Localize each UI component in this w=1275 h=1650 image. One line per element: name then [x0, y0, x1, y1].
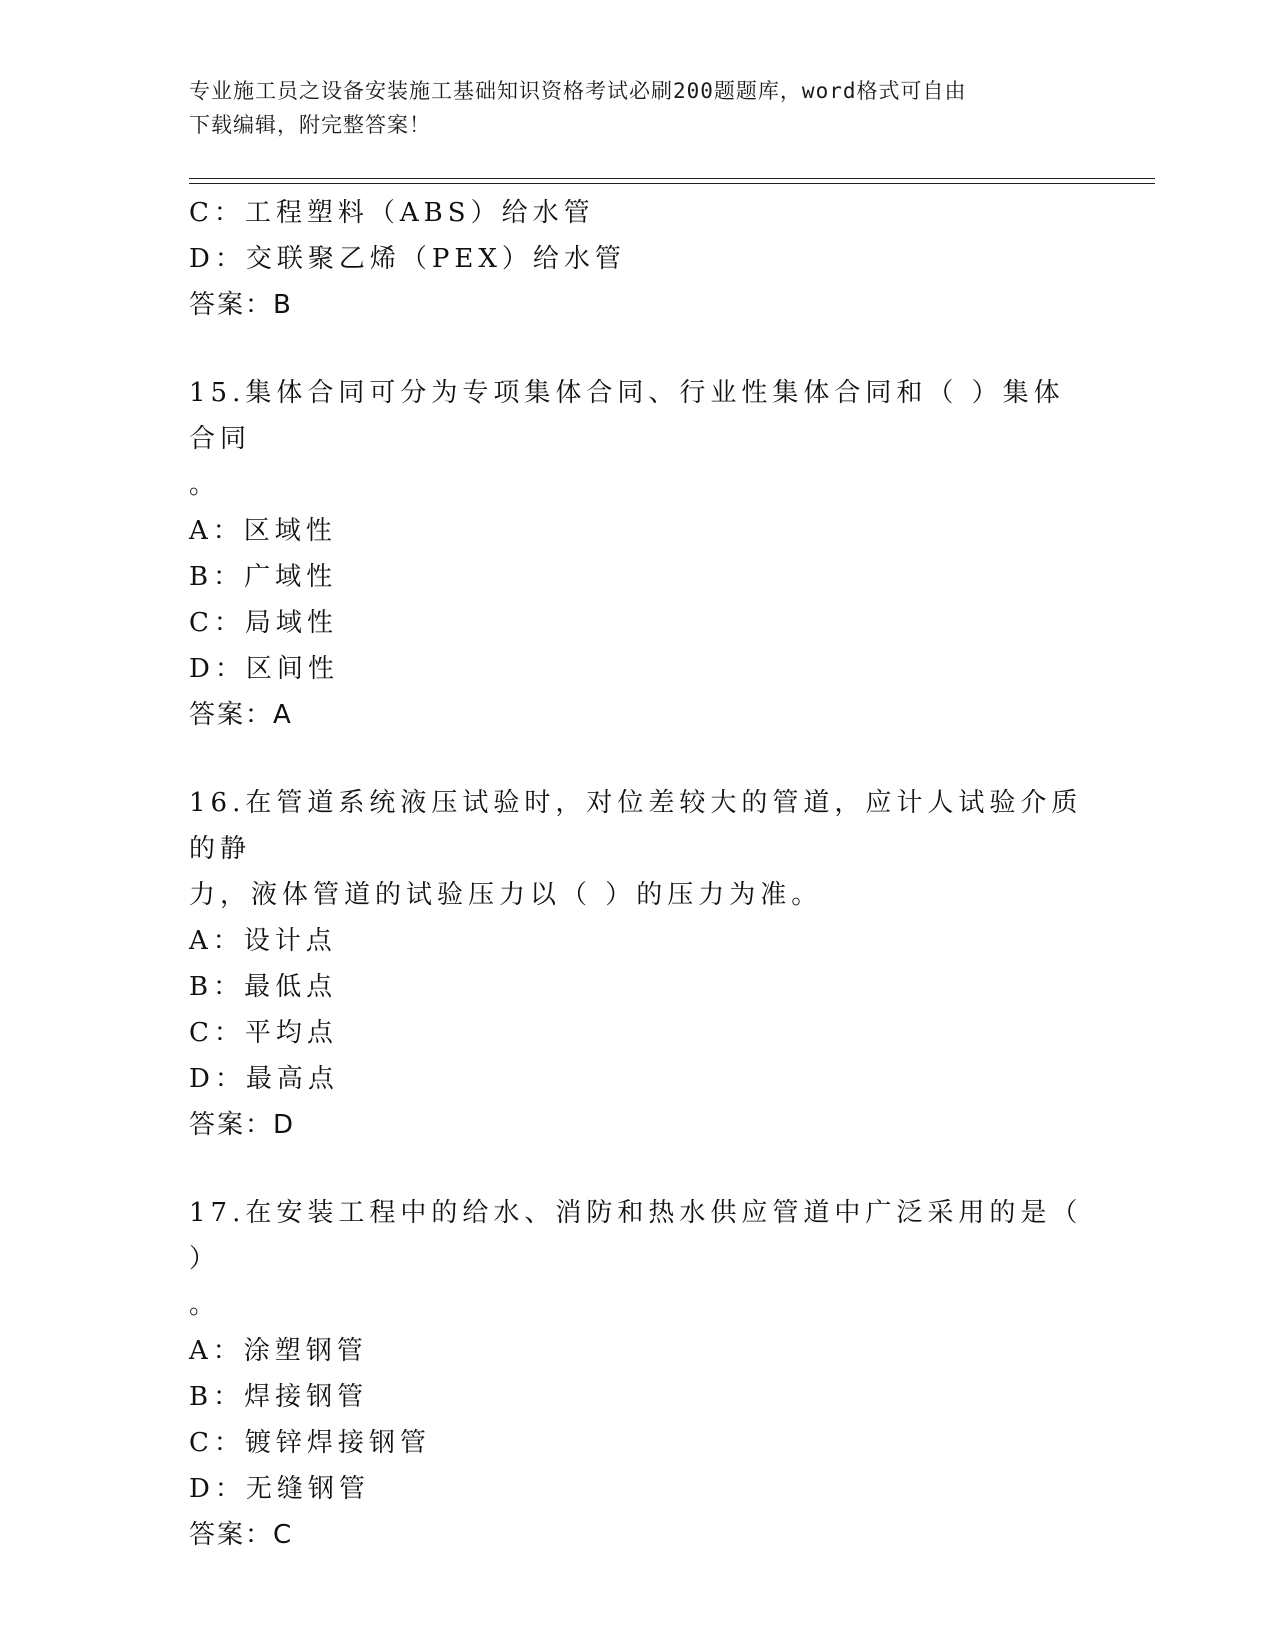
option-d: D：最高点: [189, 1064, 339, 1094]
document-body: [189, 190, 1089, 1558]
question-stem: [189, 780, 1089, 918]
header-line-1: 专业施工员之设备安装施工基础知识资格考试必刷200题题库，word格式可自由: [189, 79, 967, 103]
question-stem-line-1: 15.集体合同可分为专项集体合同、行业性集体合同和（ ）集体合同: [189, 378, 1065, 454]
answer-line: 答案：D: [189, 1110, 296, 1140]
option-a: A：设计点: [189, 926, 337, 956]
option-a: A：区域性: [189, 516, 337, 546]
question-15: [189, 370, 1089, 738]
option-a: A：涂塑钢管: [189, 1336, 368, 1366]
option-c: C：工程塑料（ABS）给水管: [189, 198, 595, 228]
option-d: D：无缝钢管: [189, 1474, 370, 1504]
option-d: D：交联聚乙烯（PEX）给水管: [189, 244, 626, 274]
answer-line: 答案：A: [189, 700, 293, 730]
question-stem-line-1: 17.在安装工程中的给水、消防和热水供应管道中广泛采用的是（ ）: [189, 1198, 1083, 1274]
option-b: B：焊接钢管: [189, 1382, 369, 1412]
option-b: B：最低点: [189, 972, 338, 1002]
question-17: [189, 1190, 1089, 1558]
option-c: C：平均点: [189, 1018, 338, 1048]
question-stem-line-1: 16.在管道系统液压试验时，对位差较大的管道，应计人试验介质的静: [189, 788, 1083, 864]
header-rule-bottom: [189, 183, 1155, 184]
option-c: C：局域性: [189, 608, 338, 638]
question-stem: [189, 1190, 1089, 1328]
question-stem-line-2: 力，液体管道的试验压力以（ ）的压力为准。: [189, 880, 823, 910]
question-16: [189, 780, 1089, 1148]
question-stem-line-2: 。: [189, 470, 221, 500]
question-stem: [189, 370, 1089, 508]
option-b: B：广域性: [189, 562, 338, 592]
answer-line: 答案：B: [189, 290, 293, 320]
answer-line: 答案：C: [189, 1520, 294, 1550]
question-stem-line-2: 。: [189, 1290, 221, 1320]
prev-question-tail: [189, 190, 1089, 328]
option-c: C：镀锌焊接钢管: [189, 1428, 431, 1458]
document-header: [189, 74, 1069, 142]
option-d: D：区间性: [189, 654, 339, 684]
header-line-2: 下载编辑，附完整答案！: [189, 113, 431, 137]
header-rule-top: [189, 178, 1155, 179]
